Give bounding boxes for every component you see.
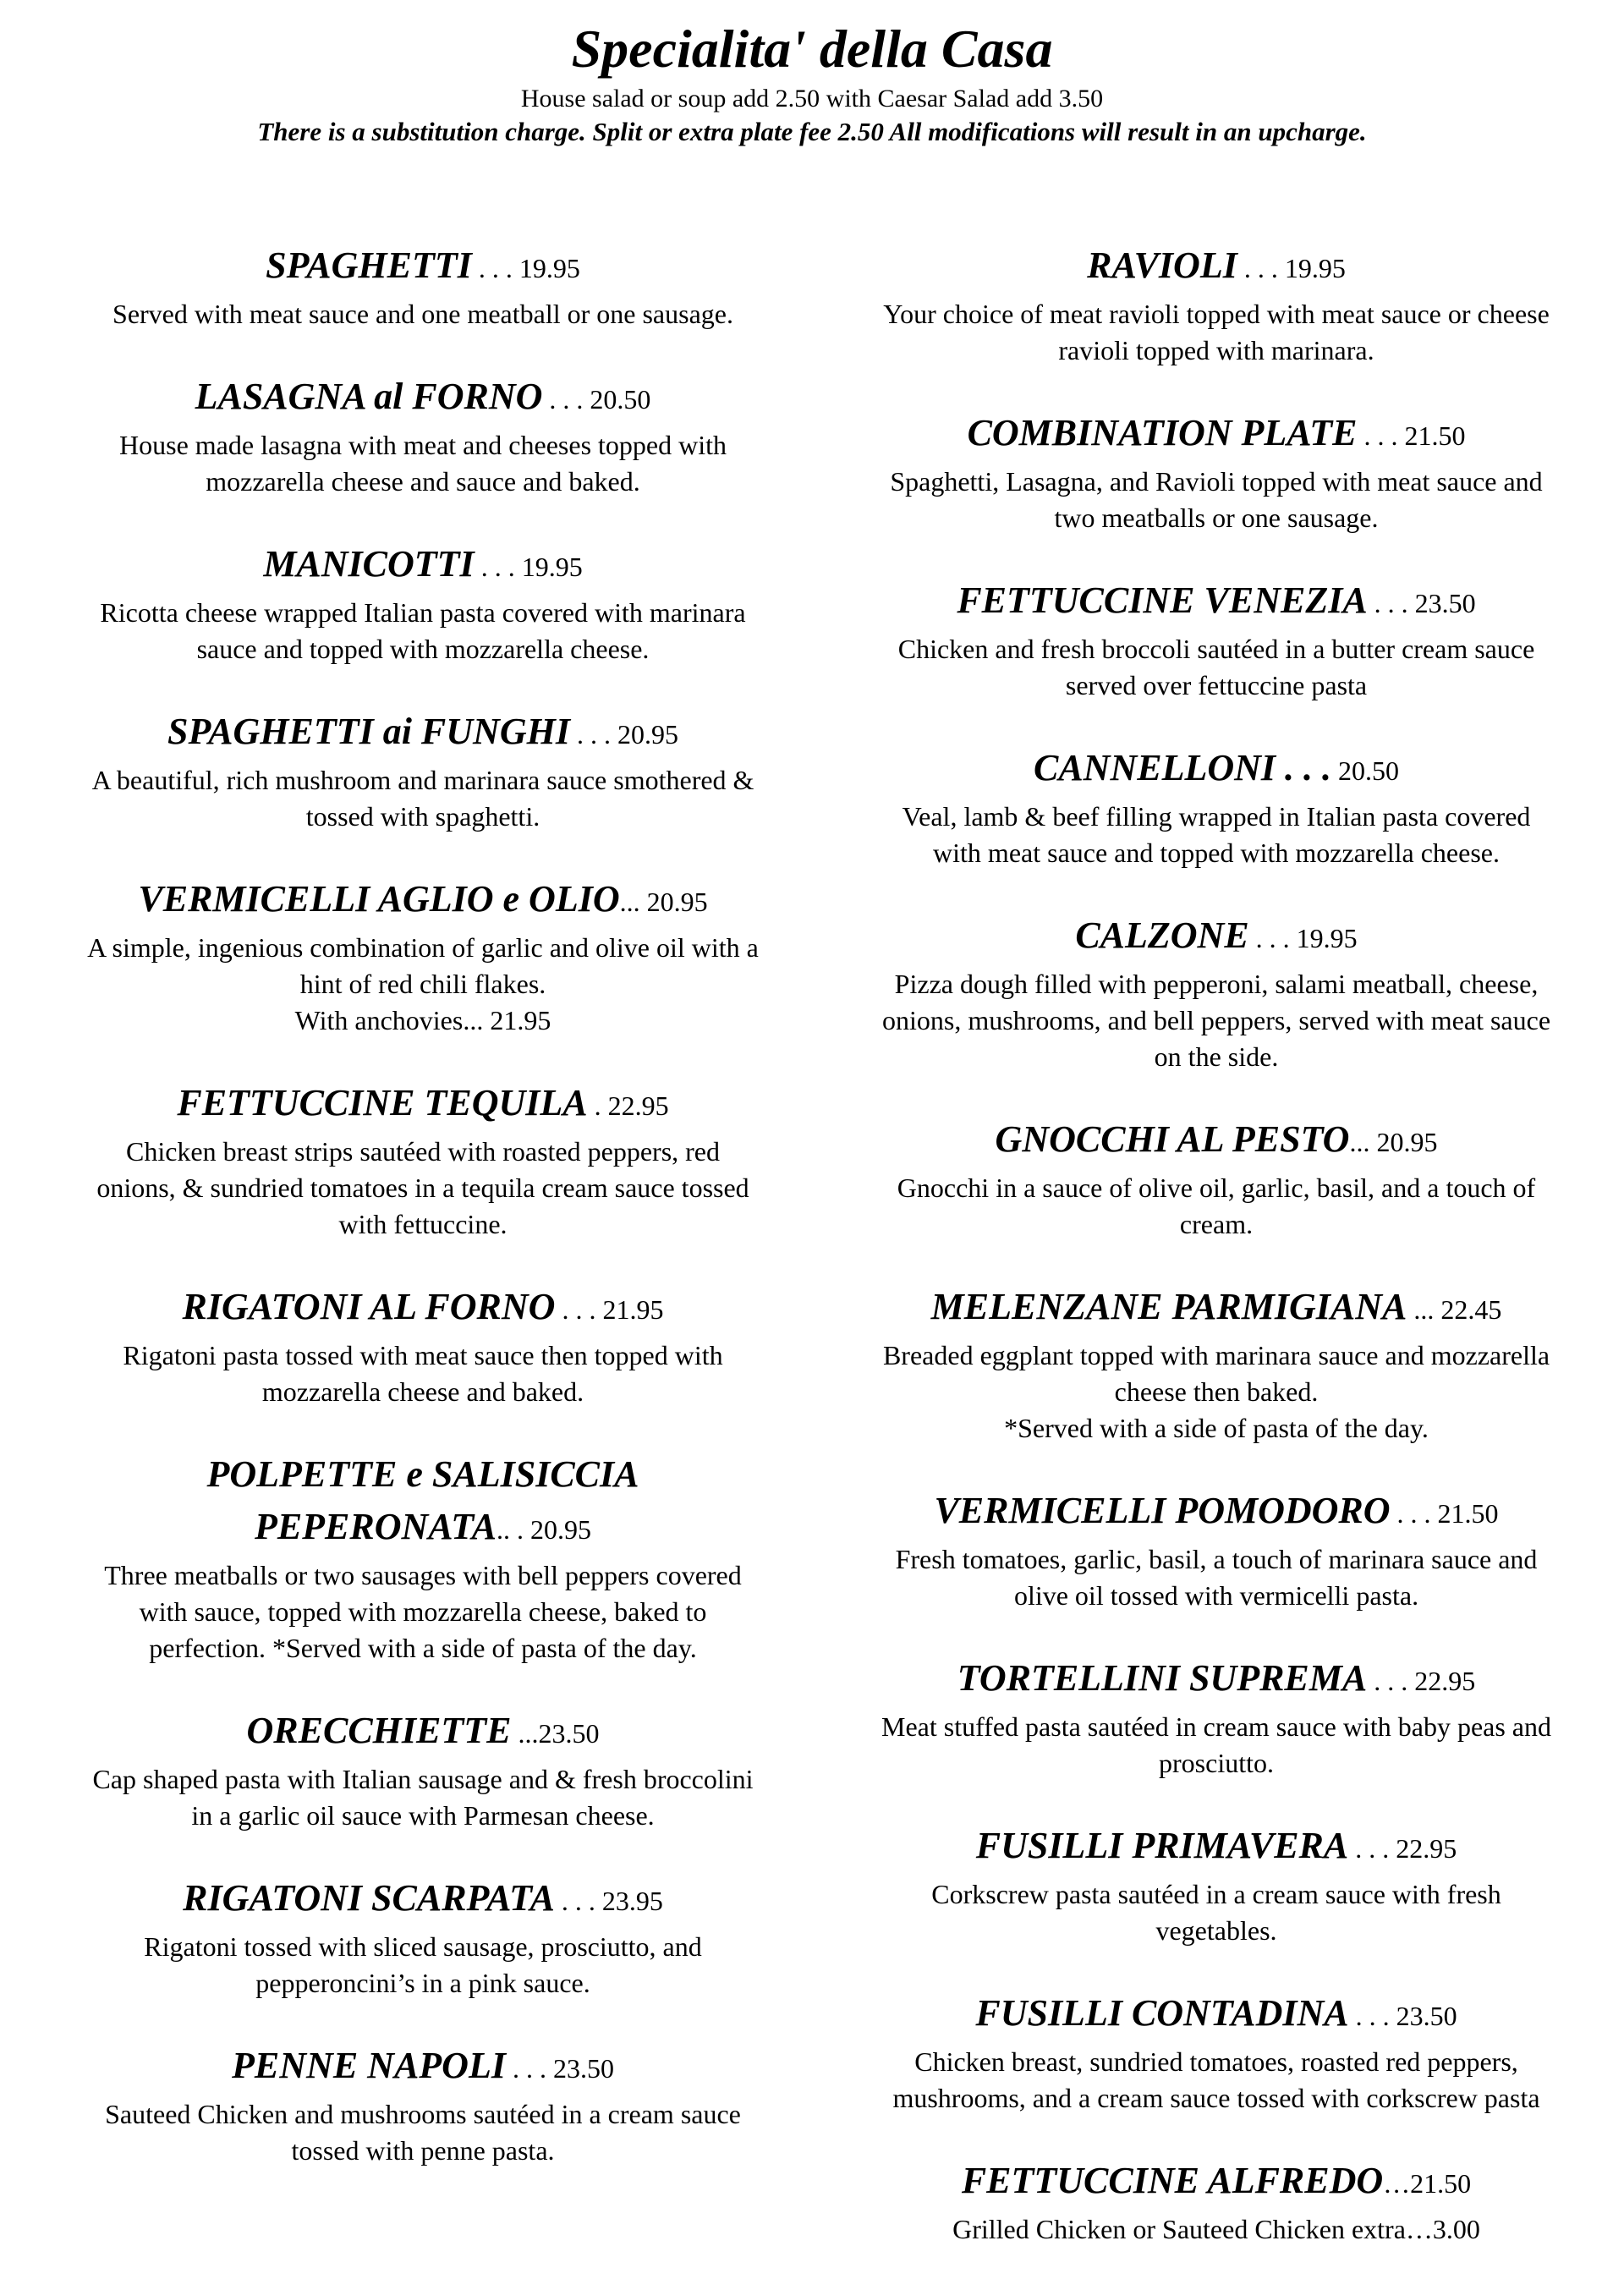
dish-name: FETTUCCINE ALFREDO [961, 2160, 1384, 2201]
menu-item-spaghetti-ai-funghi [85, 710, 761, 835]
dish-name: MELENZANE PARMIGIANA [930, 1286, 1407, 1327]
dish-name: RIGATONI SCARPATA [183, 1877, 555, 1919]
dish-description: Chicken and fresh broccoli sautéed in a butter cream sauce served over fettuccine pasta [897, 634, 1535, 700]
dish-description: Veal, lamb & beef filling wrapped in Italian pasta covered with meat sauce and topped with mozzarella cheese. [902, 801, 1531, 868]
dish-price: . . . 23.95 [554, 1886, 663, 1916]
dish-price: . . . 20.50 [542, 384, 651, 415]
menu-item-polpette-e-salisiccia-peperonata [85, 1453, 761, 1667]
right-column [878, 244, 1555, 2290]
dish-name: VERMICELLI POMODORO [934, 1490, 1391, 1531]
dish-name: FUSILLI CONTADINA [975, 1992, 1349, 2034]
dish-price: …21.50 [1383, 2168, 1472, 2199]
menu-item-heading [878, 1489, 1555, 1541]
dish-price: . . . 20.95 [569, 719, 678, 750]
dish-description: Your choice of meat ravioli topped with meat sauce or cheese ravioli topped with marinara. [883, 299, 1550, 365]
dish-description: Three meatballs or two sausages with bell peppers covered with sauce, topped with mozzarella cheese, baked to perfection. *Served with a side of pasta of the day. [104, 1560, 742, 1663]
menu-item-fusilli-primavera [878, 1824, 1555, 1949]
dish-price: . . . 21.50 [1357, 420, 1466, 451]
menu-item-rigatoni-scarpata [85, 1876, 761, 2002]
dish-name: COMBINATION PLATE [967, 412, 1358, 453]
dish-name: SPAGHETTI ai FUNGHI [167, 711, 570, 752]
dish-price: . . . 23.50 [505, 2053, 614, 2084]
dish-description: Grilled Chicken or Sauteed Chicken extra…3.00 [952, 2214, 1480, 2244]
dish-price: ... 20.95 [1349, 1127, 1438, 1157]
menu-item-penne-napoli [85, 2044, 761, 2169]
menu-item-heading [85, 710, 761, 762]
menu-item-heading [878, 914, 1555, 966]
menu-item-rigatoni-al-forno [85, 1285, 761, 1410]
dish-description: Spaghetti, Lasagna, and Ravioli topped with meat sauce and two meatballs or one sausage. [890, 466, 1543, 533]
dish-name: POLPETTE e SALISICCIA PEPERONATA [206, 1453, 639, 1547]
dish-description: Chicken breast strips sautéed with roasted peppers, red onions, & sundried tomatoes in a tequila cream sauce tossed with fettuccine. [96, 1136, 749, 1239]
menu-item-heading [878, 1991, 1555, 2044]
menu-item-orecchiette [85, 1709, 761, 1834]
dish-price: . . . 21.95 [555, 1294, 664, 1325]
dish-description: Rigatoni pasta tossed with meat sauce then topped with mozzarella cheese and baked. [123, 1340, 723, 1407]
menu-item-heading [878, 1824, 1555, 1876]
dish-price: ...23.50 [511, 1718, 600, 1749]
menu-item-heading [85, 1081, 761, 1134]
menu-item-melenzane-parmigiana [878, 1285, 1555, 1447]
menu-item-fettuccine-alfredo [878, 2159, 1555, 2248]
menu-item-cannelloni [878, 746, 1555, 871]
menu-item-heading [878, 746, 1555, 799]
menu-item-fusilli-contadina [878, 1991, 1555, 2117]
dish-extra-note: With anchovies... 21.95 [294, 1005, 551, 1035]
dish-price: . . . 19.95 [1237, 253, 1346, 283]
dish-price: . . . 22.95 [1348, 1833, 1457, 1864]
dish-description: Breaded eggplant topped with marinara sauce and mozzarella cheese then baked. [882, 1340, 1550, 1407]
add-on-note: House salad or soup add 2.50 with Caesar Salad add 3.50 [520, 85, 1104, 113]
dish-price: . . . 23.50 [1367, 588, 1476, 618]
menu-item-combination-plate [878, 411, 1555, 536]
dish-name: RAVIOLI [1087, 244, 1237, 286]
dish-name: LASAGNA al FORNO [195, 376, 543, 417]
menu-item-gnocchi-al-pesto [878, 1118, 1555, 1243]
page-title: Specialita' della Casa [571, 19, 1053, 79]
menu-item-heading [85, 375, 761, 427]
upcharge-notice: There is a substitution charge. Split or extra plate fee 2.50 All modifications will result in an upcharge. [257, 117, 1367, 146]
dish-name: FETTUCCINE TEQUILA [177, 1082, 588, 1123]
dish-price: .. . 20.95 [497, 1514, 592, 1545]
menu-item-heading [85, 1285, 761, 1337]
left-column [85, 244, 761, 2211]
menu-item-vermicelli-pomodoro [878, 1489, 1555, 1614]
menu-item-heading [878, 244, 1555, 296]
dish-price: . . . 23.50 [1348, 2001, 1457, 2031]
dish-extra-note: *Served with a side of pasta of the day. [1004, 1413, 1429, 1443]
dish-description: Rigatoni tossed with sliced sausage, prosciutto, and pepperoncini’s in a pink sauce. [144, 1931, 702, 1998]
menu-item-calzone [878, 914, 1555, 1075]
dish-name: MANICOTTI [263, 543, 475, 585]
dish-name: FETTUCCINE VENEZIA [957, 579, 1368, 621]
menu-item-heading [878, 2159, 1555, 2211]
dish-description: Chicken breast, sundried tomatoes, roasted red peppers, mushrooms, and a cream sauce tossed with corkscrew pasta [892, 2046, 1540, 2113]
dish-description: Cap shaped pasta with Italian sausage and & fresh broccolini in a garlic oil sauce with Parmesan cheese. [92, 1764, 754, 1831]
dish-name: FUSILLI PRIMAVERA [975, 1825, 1349, 1866]
menu-item-heading [878, 1656, 1555, 1709]
dish-name: TORTELLINI SUPREMA [957, 1657, 1368, 1699]
menu-header [0, 0, 1624, 149]
dish-name: CANNELLONI . . . [1033, 747, 1332, 788]
dish-description: Ricotta cheese wrapped Italian pasta covered with marinara sauce and topped with mozzarella cheese. [100, 597, 746, 664]
dish-name: VERMICELLI AGLIO e OLIO [138, 878, 620, 920]
dish-description: Served with meat sauce and one meatball or one sausage. [112, 299, 733, 329]
dish-description: Pizza dough filled with pepperoni, salami meatball, cheese, onions, mushrooms, and bell peppers, served with meat sauce on the side. [881, 969, 1551, 1072]
menu-item-heading [878, 411, 1555, 464]
dish-price: . . . 22.95 [1367, 1666, 1476, 1696]
dish-name: CALZONE [1075, 914, 1249, 956]
dish-description: Gnocchi in a sauce of olive oil, garlic, basil, and a touch of cream. [897, 1172, 1536, 1239]
menu-item-fettuccine-venezia [878, 579, 1555, 704]
menu-item-lasagna-al-forno [85, 375, 761, 500]
menu-item-tortellini-suprema [878, 1656, 1555, 1782]
menu-item-ravioli [878, 244, 1555, 369]
menu-item-manicotti [85, 542, 761, 667]
dish-name: GNOCCHI AL PESTO [995, 1118, 1350, 1160]
dish-description: Sauteed Chicken and mushrooms sautéed in a cream sauce tossed with penne pasta. [105, 2099, 741, 2166]
menu-item-spaghetti [85, 244, 761, 332]
dish-price: . 22.95 [587, 1090, 669, 1121]
dish-description: House made lasagna with meat and cheeses topped with mozzarella cheese and sauce and baked. [119, 430, 727, 497]
menu-item-heading [878, 1118, 1555, 1170]
dish-description: A simple, ingenious combination of garlic and olive oil with a hint of red chili flakes. [87, 932, 759, 999]
menu-item-vermicelli-aglio-e-olio [85, 877, 761, 1039]
menu-item-heading [85, 2044, 761, 2096]
dish-description: Corkscrew pasta sautéed in a cream sauce with fresh vegetables. [931, 1879, 1501, 1946]
menu-item-heading [85, 542, 761, 595]
dish-description: A beautiful, rich mushroom and marinara sauce smothered & tossed with spaghetti. [91, 765, 754, 832]
menu-item-heading [85, 1709, 761, 1761]
menu-item-heading [878, 579, 1555, 631]
dish-name: SPAGHETTI [266, 244, 472, 286]
menu-item-heading [85, 1876, 761, 1929]
dish-price: ... 22.45 [1407, 1294, 1502, 1325]
menu-item-fettuccine-tequila [85, 1081, 761, 1243]
menu-item-heading [878, 1285, 1555, 1337]
dish-price: 20.50 [1331, 755, 1400, 786]
menu-item-heading [85, 877, 761, 930]
dish-name: RIGATONI AL FORNO [182, 1286, 556, 1327]
dish-description: Meat stuffed pasta sautéed in cream sauce with baby peas and prosciutto. [881, 1711, 1551, 1778]
dish-price: . . . 21.50 [1390, 1498, 1499, 1529]
menu-columns [0, 244, 1624, 2244]
menu-item-heading [85, 244, 761, 296]
dish-price: . . . 19.95 [474, 552, 583, 582]
dish-name: ORECCHIETTE [246, 1710, 512, 1751]
dish-price: ... 20.95 [619, 887, 708, 917]
dish-price: . . . 19.95 [471, 253, 580, 283]
dish-description: Fresh tomatoes, garlic, basil, a touch of marinara sauce and olive oil tossed with vermicelli pasta. [895, 1544, 1538, 1611]
dish-price: . . . 19.95 [1248, 923, 1358, 953]
dish-name: PENNE NAPOLI [232, 2045, 506, 2086]
menu-item-heading [85, 1453, 761, 1557]
